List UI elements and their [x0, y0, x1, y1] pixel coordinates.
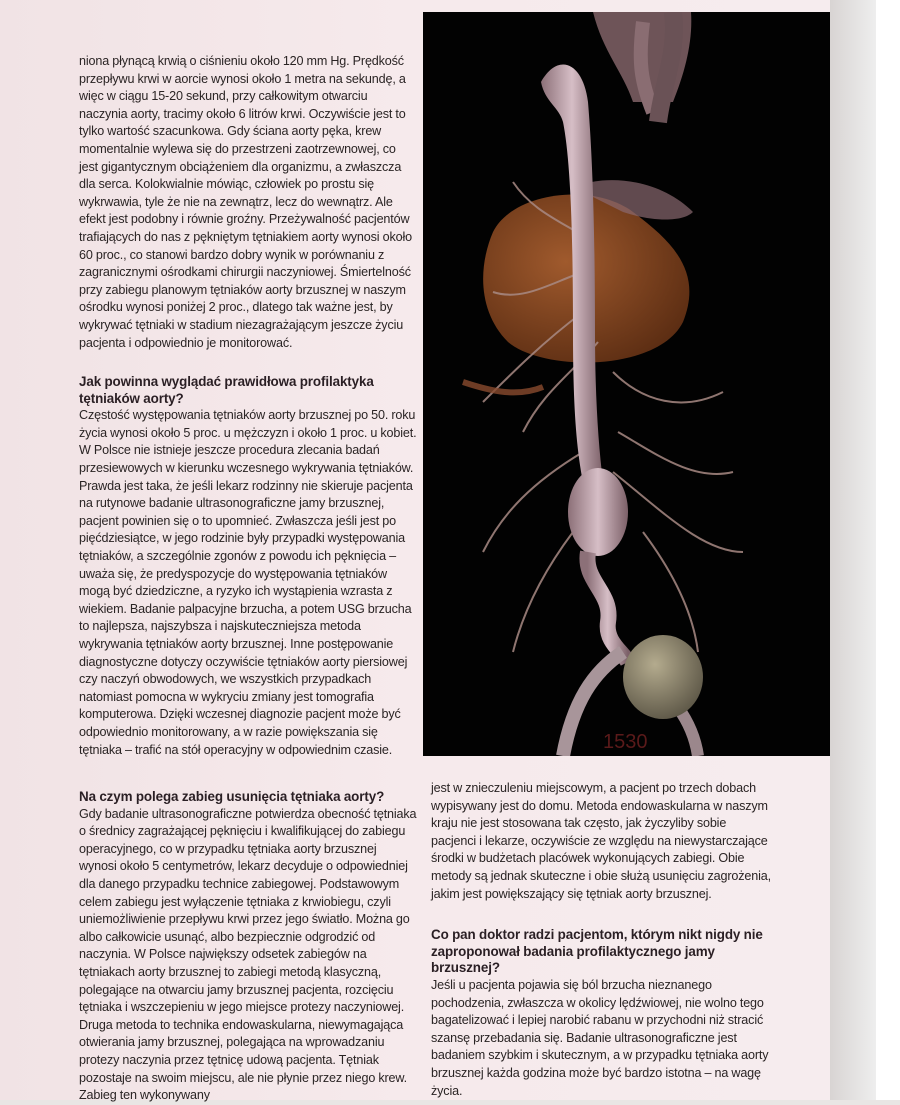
column-right — [431, 780, 771, 1100]
aortic-aneurysm — [568, 468, 628, 556]
iliac-aneurysm — [623, 635, 703, 719]
aorta-illustration — [423, 12, 831, 756]
image-number: 1530 — [603, 731, 648, 753]
article-paragraph: Gdy badanie ultrasonograficzne potwierdza obecność tętniaka o średnicy zagrażającej pęknięciu i kwalifikującej do zabiegu operacyjnego, co w przypadku tętniaka aorty brzusznej wynosi około 5 centymetrów, lekarz decyduje o odpowiedniej dla danego przypadku technice zabiegowej. Podstawowym celem zabiegu jest wyłączenie tętniaka z krwiobiegu, czyli uniemożliwienie przepływu krwi przez jego światło. Można go albo całkowicie usunąć, albo bezpiecznie odgrodzić od naczynia. W Polsce największy odsetek zabiegów na tętniakach aorty brzusznej to zabiegi metodą klasyczną, polegające na otwarciu jamy brzusznej pacjenta, rozcięciu tętniaka i wszczepieniu w jego miejsce protezy naczyniowej. Druga metoda to technika endowaskularna, niewymagająca otwierania jamy brzusznej, polegająca na wprowadzaniu protezy naczynia przez tętnicę udową pacjenta. Tętniak pozostaje na swoim miejscu, ale nie płynie przez niego krew. Zabieg ten wykonywany — [79, 806, 417, 1103]
page-gutter — [830, 0, 876, 1100]
article-paragraph: niona płynącą krwią o ciśnieniu około 120 mm Hg. Prędkość przepływu krwi w aorcie wynosi około 1 metra na sekundę, a więc w ciągu 15-20 sekund, przy całkowitym otwarciu naczynia aorty, tracimy około 6 litrów krwi. Oczywiście jest to tylko wartość szacunkowa. Gdy ściana aorty pęka, krew momentalnie wylewa się do przestrzeni zaotrzewnowej, co jest gigantycznym obciążeniem dla organizmu, a zwłaszcza dla serca. Kolokwialnie mówiąc, człowiek po prostu się wykrwawia, tyle że nie na zewnątrz, lecz do wewnątrz. Ale efekt jest podobny i równie groźny. Przeżywalność pacjentów trafiających do nas z pękniętym tętniakiem aorty wynosi około 60 proc., co stanowi bardzo dobry wynik w porównaniu z zagranicznymi ośrodkami chirurgii naczyniowej. Śmiertelność przy zabiegu planowym tętniaków aorty brzusznej w naszym ośrodku wynosi poniżej 2 proc., dlatego tak ważne jest, by wykrywać tętniaki w stadium niezagrażającym jeszcze życiu pacjenta i odpowiednio je monitorować. — [79, 54, 412, 350]
ct-angiography-image — [423, 12, 831, 756]
article-paragraph: Jeśli u pacjenta pojawia się ból brzucha nieznanego pochodzenia, zwłaszcza w okolicy lędźwiowej, nie wolno tego bagatelizować i lepiej narobić rabanu w przychodni niż stracić szansę przebadania się. Badanie ultrasonograficzne jest badaniem szybkim i skutecznym, a w przypadku tętniaka aorty brzusznej każda godzina może być bardzo istotna – na wagę życia. — [431, 977, 769, 1098]
article-paragraph: jest w znieczuleniu miejscowym, a pacjent po trzech dobach wypisywany jest do domu. Metoda endowaskularna w naszym kraju nie jest stosowana tak często, jak życzyliby sobie pacjenci i lekarze, oczywiście ze względu na niewystarczające środki w budżetach placówek wykonujących zabiegi. Obie metody są jednak skuteczne i obie służą usunięciu zagrożenia, jakim jest powiększający się tętniak aorty brzusznej. — [431, 781, 771, 901]
section-heading: Jak powinna wyglądać prawidłowa profilaktyka tętniaków aorty? — [79, 374, 374, 406]
column-left-bottom — [79, 789, 417, 1105]
section-heading: Na czym polega zabieg usunięcia tętniaka aorty? — [79, 789, 385, 804]
section-heading: Co pan doktor radzi pacjentom, którym nikt nigdy nie zaproponował badania profilaktycznego jamy brzusznej? — [431, 927, 763, 976]
article-paragraph: Częstość występowania tętniaków aorty brzusznej po 50. roku życia wynosi około 5 proc. u mężczyzn i około 1 proc. u kobiet. W Polsce nie istnieje jeszcze procedura zlecania badań przesiewowych w kierunku wczesnego wykrywania tętniaków. Prawda jest taka, że jeśli lekarz rodzinny nie skieruje pacjenta na rutynowe badanie ultrasonograficzne jamy brzusznej, pacjent powinien się o to upomnieć. Zwłaszcza jeśli jest po pięćdziesiątce, w jego rodzinie były przypadki występowania tętniaków, a szczególnie zgonów z powodu ich pęknięcia – uważa się, że predyspozycje do występowania tętniaków mogą być dziedziczne, a ryzyko ich wystąpienia wzrasta z wiekiem. Badanie palpacyjne brzucha, a potem USG brzucha to najlepsza, najszybsza i najskuteczniejsza metoda wykrywania tętniaków aorty brzusznej. Inne postępowanie diagnostyczne dotyczy oczywiście tętniaków aorty piersiowej czy naczyń obwodowych, we wszystkich przypadkach natomiast pomocna w wykryciu zmiany jest tomografia komputerowa. Dzięki wczesnej diagnozie pacjent może być odpowiednio monitorowany, a w razie powiększania się tętniaka – trafić na stół operacyjny w odpowiednim czasie. — [79, 408, 417, 757]
column-left-top — [79, 53, 417, 759]
